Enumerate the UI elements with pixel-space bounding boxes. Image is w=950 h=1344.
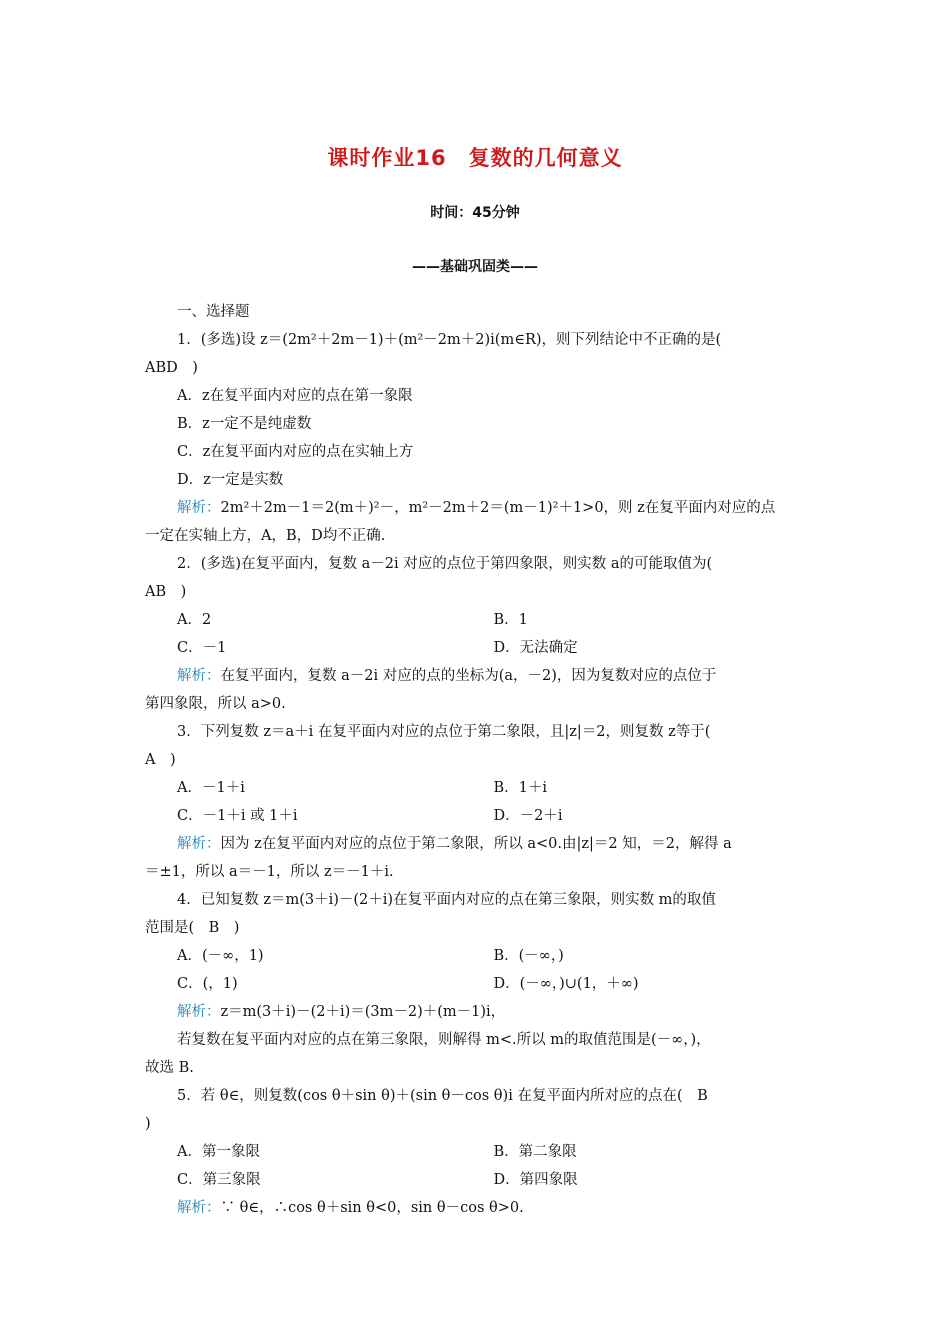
q5-options-row2 bbox=[145, 1166, 810, 1194]
q5-option-c: C．第三象限 bbox=[177, 1172, 261, 1188]
q2-stem-line1: 2．(多选)在复平面内，复数 a－2i 对应的点位于第四象限，则实数 a的可能取值为( bbox=[177, 556, 713, 572]
q4-stem-line2: 范围是( B ) bbox=[145, 920, 240, 936]
time-limit: 时间：45分钟 bbox=[430, 205, 520, 221]
q3-analysis-line2: ＝±1，所以 a＝－1，所以 z＝－1＋i. bbox=[145, 864, 394, 880]
q1-stem-line2: ABD ) bbox=[145, 360, 198, 376]
q3-options-row1 bbox=[145, 774, 810, 802]
q4-analysis-line3: 故选 B. bbox=[145, 1060, 194, 1076]
q2-analysis-text: 在复平面内，复数 a－2i 对应的点的坐标为(a，－2)，因为复数对应的点位于 bbox=[220, 668, 717, 684]
q1-option-a: A．z在复平面内对应的点在第一象限 bbox=[177, 388, 413, 404]
q1-analysis-text: 2m²＋2m－1＝2(m＋)²－，m²－2m＋2＝(m－1)²＋1>0，则 z在复平面内对应的点 bbox=[220, 500, 776, 516]
q3-option-b: B．1＋i bbox=[493, 780, 548, 796]
analysis-label: 解析： bbox=[177, 668, 221, 684]
q5-analysis-line1 bbox=[145, 1194, 810, 1222]
page-title: 课时作业16 复数的几何意义 bbox=[327, 146, 623, 170]
q2-options-row2 bbox=[145, 634, 810, 662]
q5-option-a: A．第一象限 bbox=[177, 1144, 260, 1160]
q2-options-row1 bbox=[145, 606, 810, 634]
q2-option-c: C．－1 bbox=[177, 640, 227, 656]
q4-analysis-line1 bbox=[145, 998, 810, 1026]
q1-analysis-line1 bbox=[145, 494, 810, 522]
q4-stem-line1: 4．已知复数 z＝m(3＋i)－(2＋i)在复平面内对应的点在第三象限，则实数 m的取值 bbox=[177, 892, 716, 908]
q3-options-row2 bbox=[145, 802, 810, 830]
q4-option-a: A．(－∞，1) bbox=[177, 948, 264, 964]
q3-option-d: D．－2＋i bbox=[493, 808, 563, 824]
q5-analysis-text: ∵ θ∈，∴cos θ＋sin θ<0，sin θ－cos θ>0. bbox=[220, 1200, 524, 1216]
analysis-label: 解析： bbox=[177, 1004, 221, 1020]
q1-option-b: B．z一定不是纯虚数 bbox=[177, 416, 312, 432]
q4-options-row2 bbox=[145, 970, 810, 998]
q1-option-d: D．z一定是实数 bbox=[177, 472, 284, 488]
q2-analysis-line1 bbox=[145, 662, 810, 690]
document-body bbox=[145, 298, 810, 1222]
q3-analysis-line1 bbox=[145, 830, 810, 858]
q5-stem-line1: 5．若 θ∈，则复数(cos θ＋sin θ)＋(sin θ－cos θ)i 在复平面内所对应的点在( B bbox=[177, 1088, 708, 1104]
q3-option-c: C．－1＋i 或 1＋i bbox=[177, 808, 298, 824]
category-heading: ——基础巩固类—— bbox=[412, 259, 538, 275]
q2-option-a: A．2 bbox=[177, 612, 212, 628]
q2-analysis-line2: 第四象限，所以 a>0. bbox=[145, 696, 286, 712]
q4-option-c: C．(，1) bbox=[177, 976, 238, 992]
q1-analysis-line2: 一定在实轴上方，A，B，D均不正确. bbox=[145, 528, 386, 544]
q4-options-row1 bbox=[145, 942, 810, 970]
q3-stem-line2: A ) bbox=[145, 752, 176, 768]
q2-option-b: B．1 bbox=[493, 612, 528, 628]
q2-option-d: D．无法确定 bbox=[493, 640, 578, 656]
q2-stem-line2: AB ) bbox=[145, 584, 187, 600]
q1-stem-line1: 1．(多选)设 z＝(2m²＋2m－1)＋(m²－2m＋2)i(m∈R)，则下列结论中不正确的是( bbox=[177, 332, 722, 348]
q4-analysis-line2: 若复数在复平面内对应的点在第三象限，则解得 m<.所以 m的取值范围是(－∞，)， bbox=[177, 1032, 711, 1048]
q5-options-row1 bbox=[145, 1138, 810, 1166]
q1-option-c: C．z在复平面内对应的点在实轴上方 bbox=[177, 444, 414, 460]
q4-analysis-text: z＝m(3＋i)－(2＋i)＝(3m－2)＋(m－1)i， bbox=[220, 1004, 506, 1020]
q3-stem-line1: 3．下列复数 z＝a＋i 在复平面内对应的点位于第二象限，且|z|＝2，则复数 z等于( bbox=[177, 724, 711, 740]
q4-option-d: D．(－∞，)∪(1，＋∞) bbox=[493, 976, 639, 992]
q5-stem-line2: ) bbox=[145, 1116, 151, 1132]
q3-option-a: A．－1＋i bbox=[177, 780, 245, 796]
section-heading: 一、选择题 bbox=[177, 304, 250, 320]
q4-option-b: B．(－∞，) bbox=[493, 948, 564, 964]
q3-analysis-text: 因为 z在复平面内对应的点位于第二象限，所以 a<0.由|z|＝2 知，＝2，解得 a bbox=[220, 836, 732, 852]
analysis-label: 解析： bbox=[177, 836, 221, 852]
q5-option-b: B．第二象限 bbox=[493, 1144, 577, 1160]
q5-option-d: D．第四象限 bbox=[493, 1172, 578, 1188]
analysis-label: 解析： bbox=[177, 500, 221, 516]
analysis-label: 解析： bbox=[177, 1200, 221, 1216]
